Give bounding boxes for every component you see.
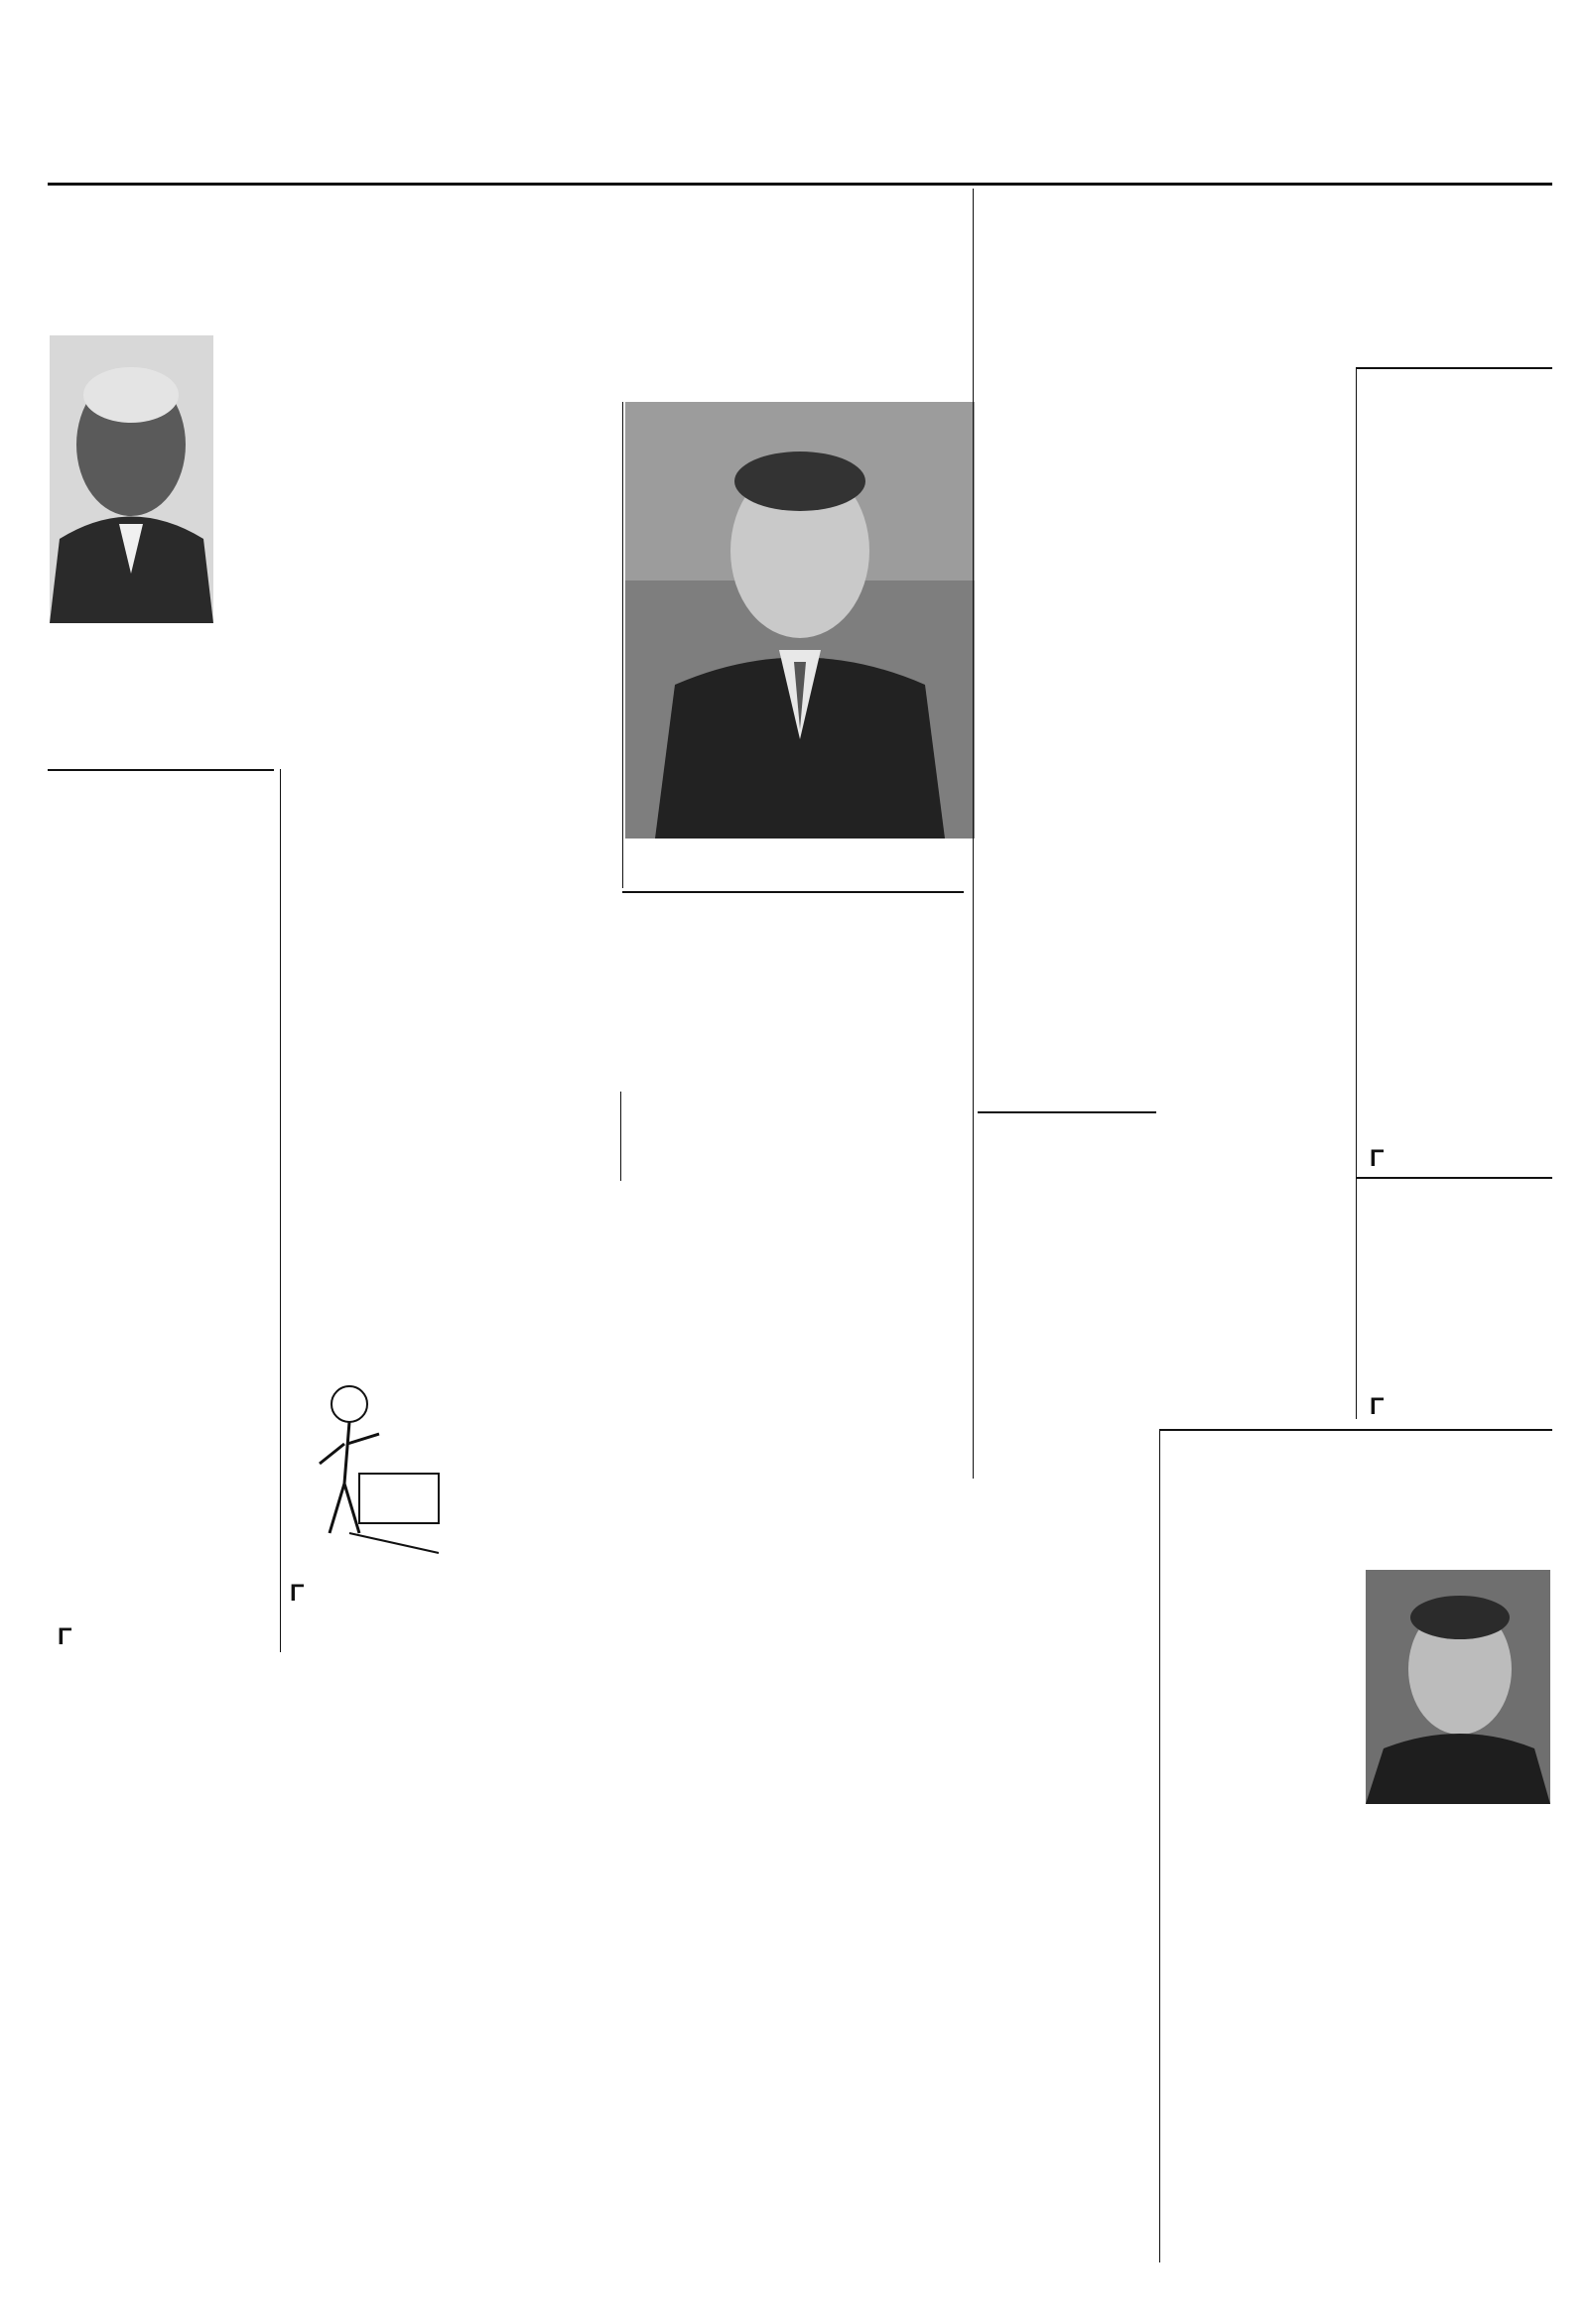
col-divider-terma [280,769,281,1652]
cartoon-drawing [290,1364,454,1563]
turkey-box-border-left [620,1092,621,1181]
lead-body-col3 [459,774,615,1647]
terma-box-top [48,769,274,771]
defense-continue [1370,1145,1388,1173]
col-divider-1 [622,402,623,888]
papaspyrou-photo [50,335,213,623]
cyprus-body-cols [981,587,1350,920]
eleuthera-title-rule [978,1111,1156,1113]
masthead-rule [48,183,1552,186]
eleuthera-body-col1 [979,1117,1155,2219]
lead-continue [290,1580,308,1608]
continue-arrow-icon: Γ [58,1623,72,1650]
monaco-body-col2 [1366,1828,1552,2230]
turkey-top-rule [622,891,964,893]
terma-body [50,861,273,1615]
urguplu-photo [625,402,975,839]
douka-continue [1370,1393,1388,1421]
turkey-body-lower [627,1342,786,1639]
terma-continue [58,1623,75,1651]
monaco-top-rule [1159,1429,1552,1431]
continue-arrow-icon: Γ [290,1580,305,1607]
cyprus-body-top [981,474,1348,583]
continue-arrow-icon: Γ [1370,1393,1385,1420]
col-divider-defense [1356,367,1357,1419]
lead-body [50,647,615,764]
cyprus-turks [1163,968,1350,1266]
turkey-bio [796,1455,955,1633]
douka-top-rule [1356,1177,1552,1179]
monaco-body-col1 [1167,1568,1356,2223]
continue-arrow-icon: Γ [1370,1145,1385,1172]
cartoon [290,1364,454,1563]
defense-top-rule [1356,367,1552,369]
defense-body [1364,462,1550,1137]
col-divider-monaco [1159,1429,1160,2262]
douka-body [1364,1300,1550,1389]
rainier-photo [1366,1570,1550,1804]
lead-body-col2 [290,774,447,1359]
col-divider-cyprus [973,189,974,1479]
